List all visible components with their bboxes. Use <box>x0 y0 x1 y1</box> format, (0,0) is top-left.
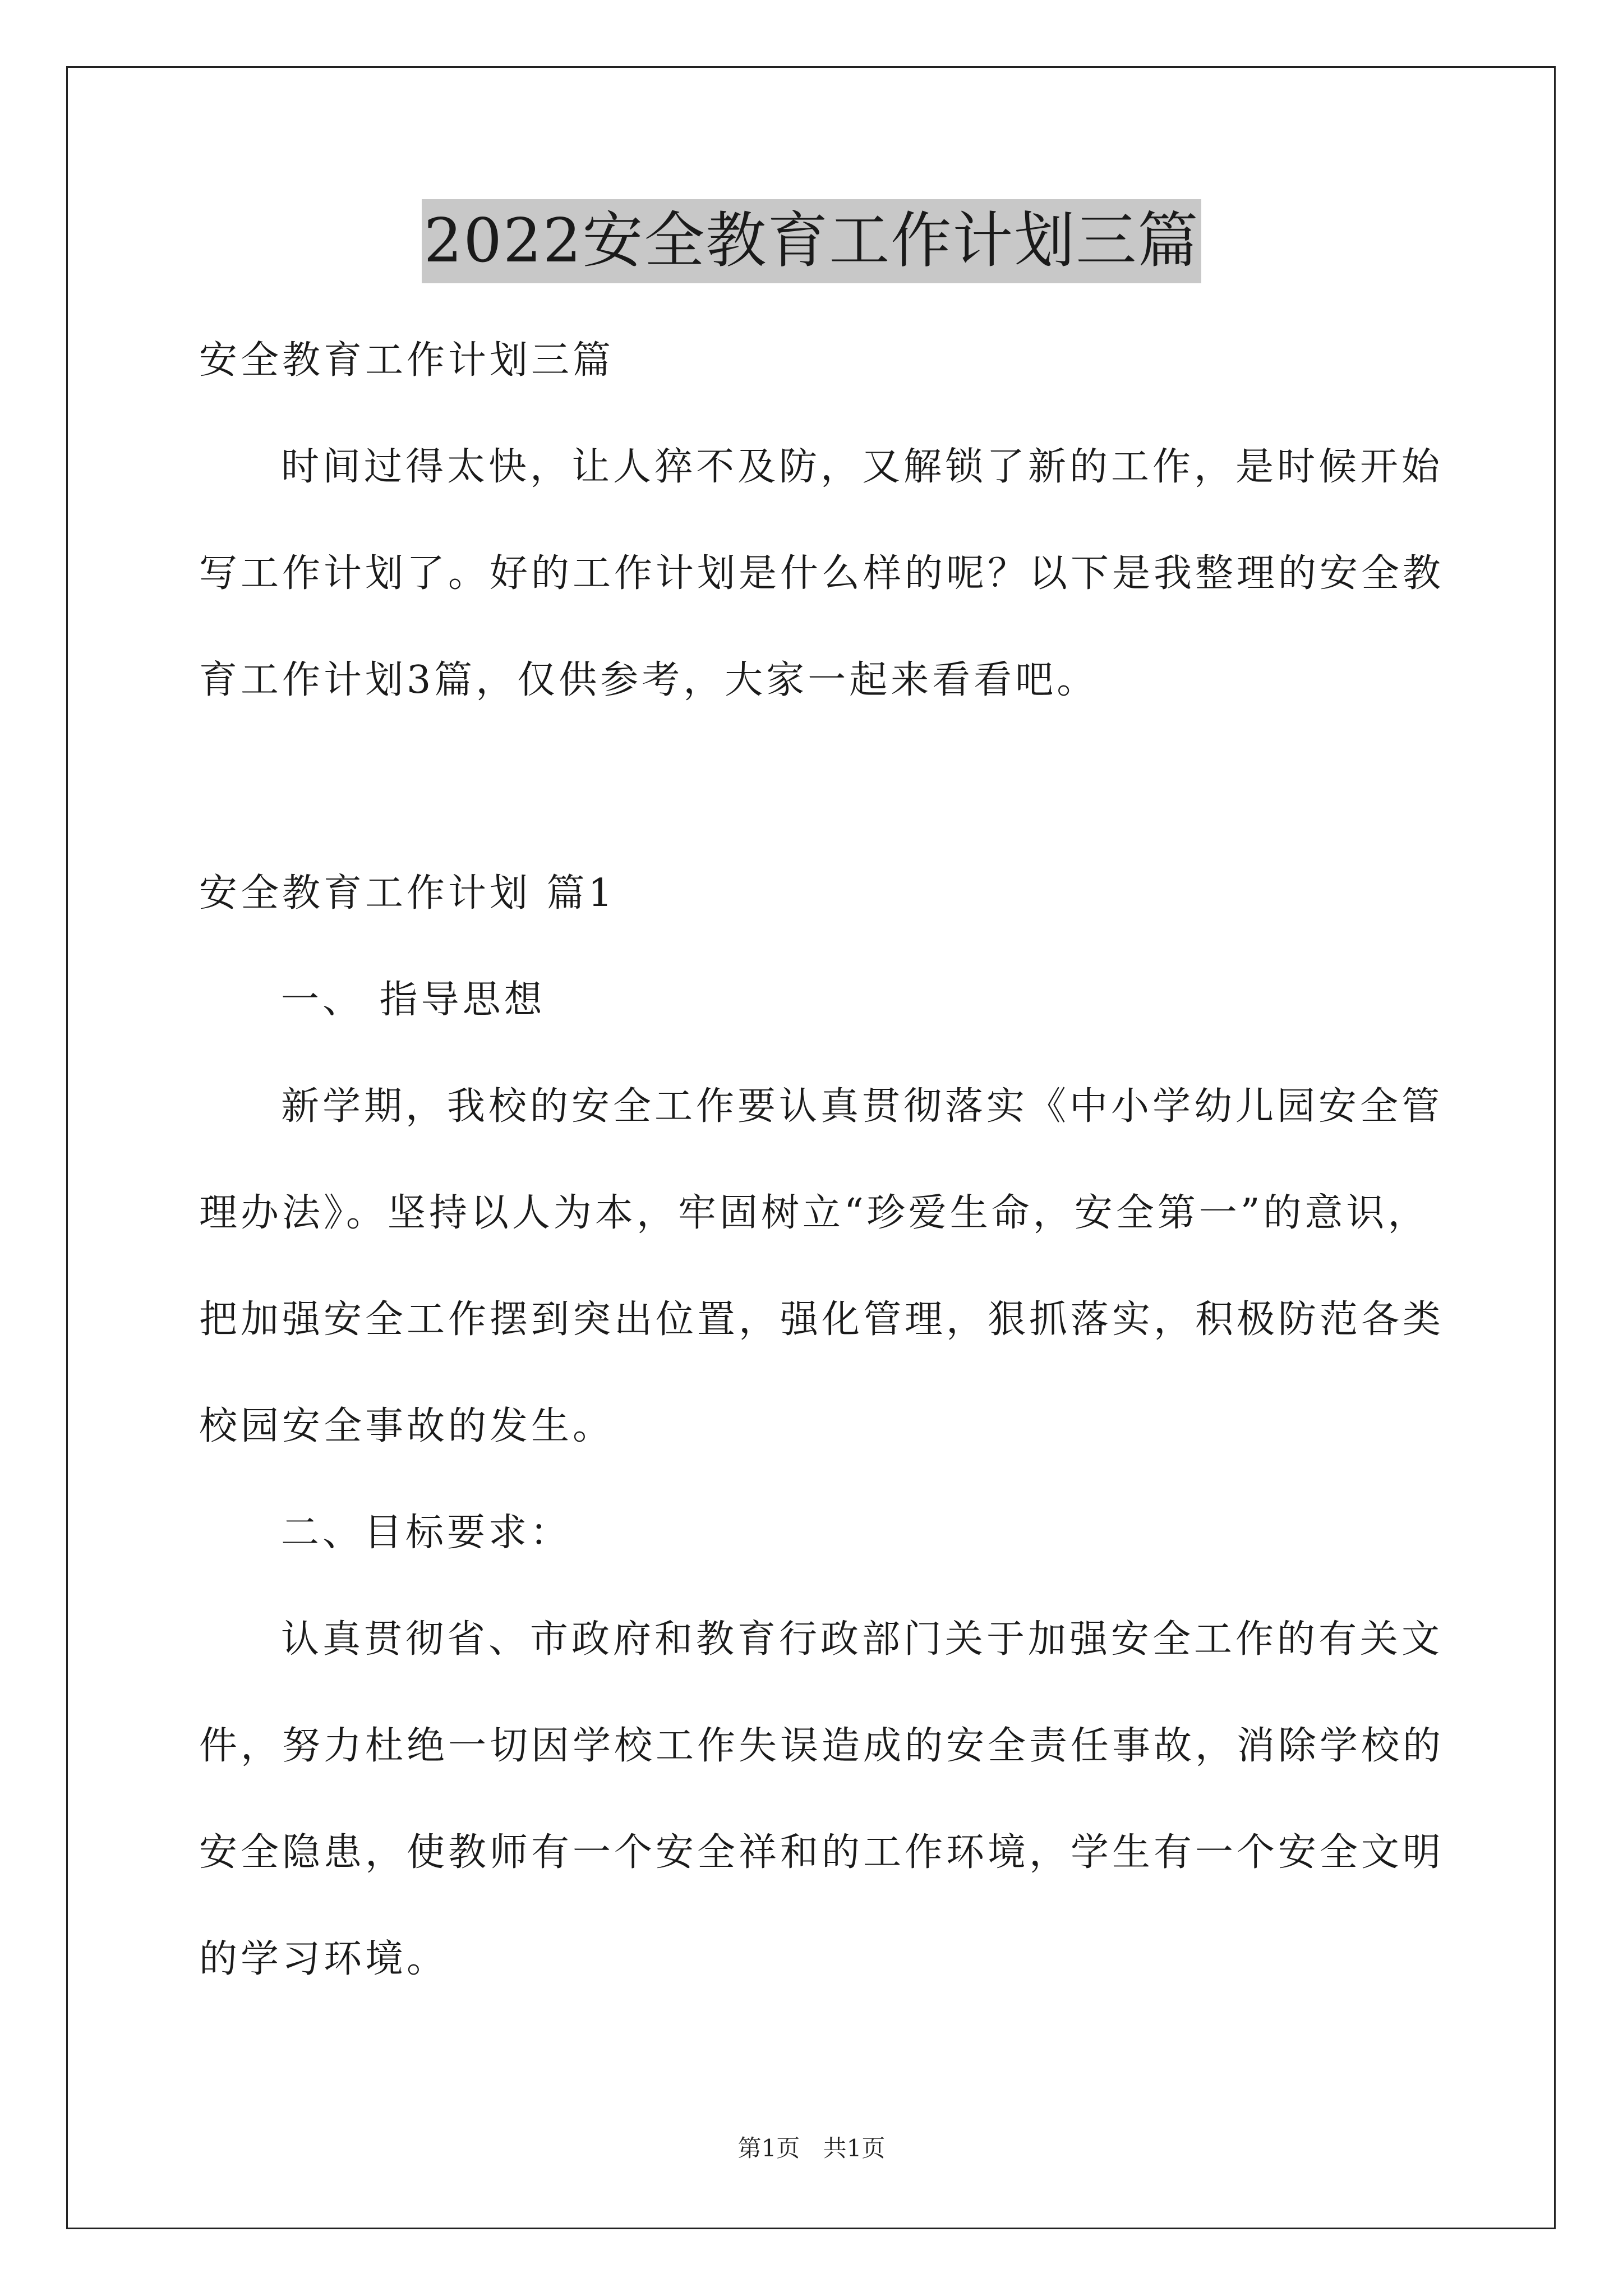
part2-body-line: 件，努力杜绝一切因学校工作失误造成的安全责任事故，消除学校的 <box>199 1724 1445 1768</box>
part2-heading: 二、目标要求： <box>281 1511 572 1555</box>
part2-body-line: 认真贯彻省、市政府和教育行政部门关于加强安全工作的有关文 <box>281 1617 1444 1662</box>
blank-line <box>199 734 1430 840</box>
part1-body-line: 理办法》。坚持以人为本，牢固树立“珍爱生命，安全第一”的意识， <box>199 1191 1430 1235</box>
part2-body-line: 安全隐患，使教师有一个安全祥和的工作环境，学生有一个安全文明 <box>199 1830 1445 1875</box>
part1-body-line: 新学期，我校的安全工作要认真贯彻落实《中小学幼儿园安全管 <box>281 1084 1444 1129</box>
part1-heading: 一、 指导思想 <box>281 978 546 1022</box>
intro-line: 时间过得太快，让人猝不及防，又解锁了新的工作，是时候开始 <box>281 445 1444 489</box>
page-total: 共1页 <box>823 2134 886 2162</box>
document-title: 2022安全教育工作计划三篇 <box>422 199 1202 283</box>
section-heading: 安全教育工作计划 篇1 <box>199 871 616 915</box>
intro-line: 育工作计划3篇，仅供参考，大家一起来看看吧。 <box>199 658 1099 702</box>
part1-body-line: 把加强安全工作摆到突出位置，强化管理，狠抓落实，积极防范各类 <box>199 1297 1445 1342</box>
title-container <box>0 199 1623 283</box>
intro-line: 写工作计划了。好的工作计划是什么样的呢？以下是我整理的安全教 <box>199 551 1445 596</box>
part2-body-line: 的学习环境。 <box>199 1937 449 1981</box>
document-body <box>199 307 1445 2013</box>
page-number: 第1页 <box>737 2134 800 2162</box>
part1-body-line: 校园安全事故的发生。 <box>199 1404 615 1448</box>
document-subtitle: 安全教育工作计划三篇 <box>199 338 615 383</box>
page-footer <box>0 2132 1623 2165</box>
